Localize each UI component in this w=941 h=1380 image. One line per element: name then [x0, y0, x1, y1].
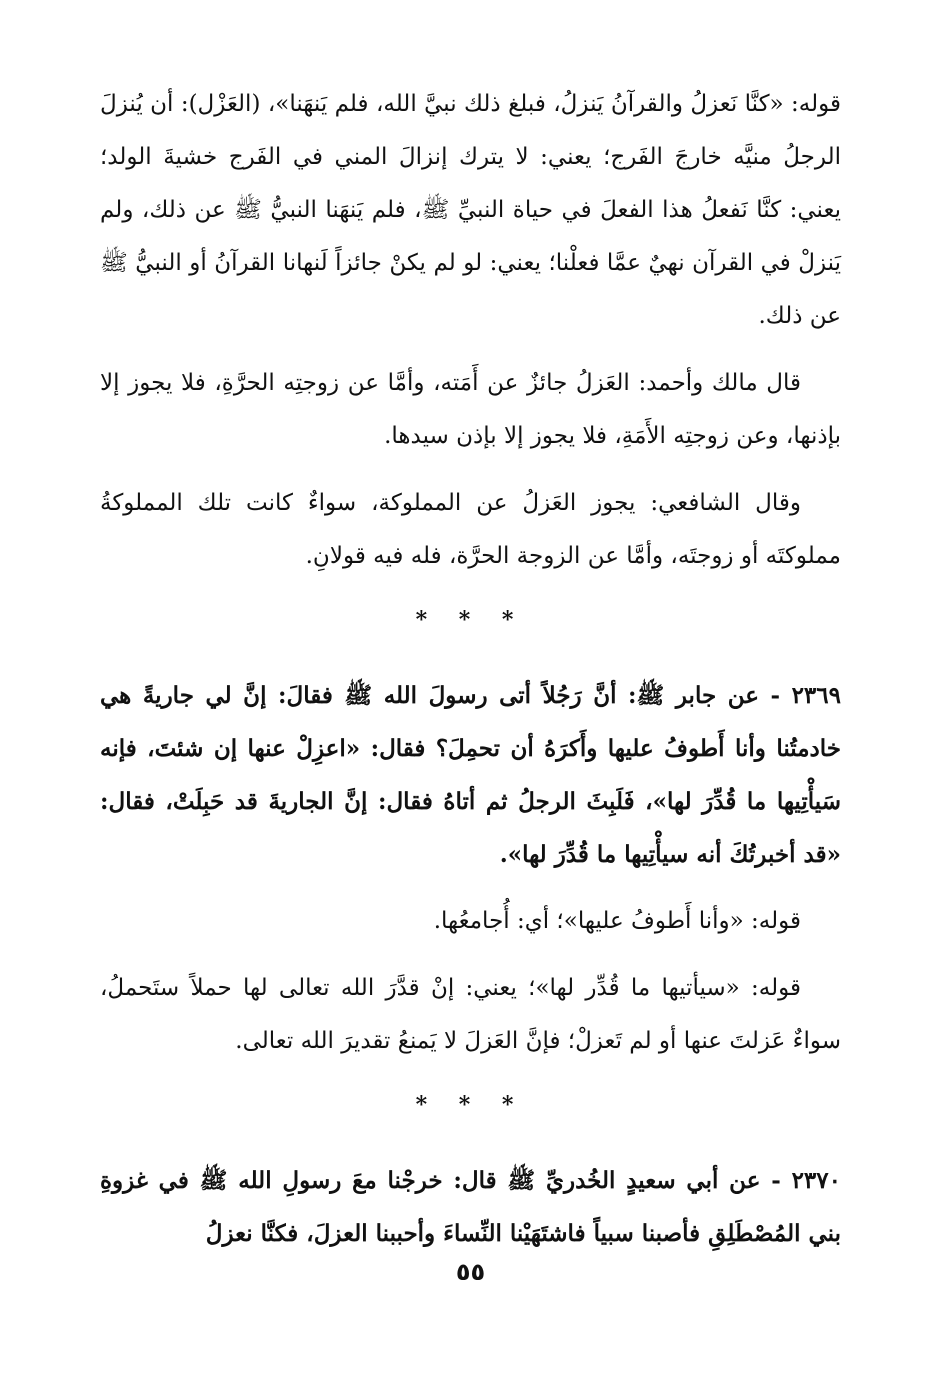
section-separator-2: * * *: [415, 1092, 526, 1118]
commentary-paragraph-4: قوله: «وأنا أَطوفُ عليها»؛ أي: أُجامعُها.: [433, 908, 801, 934]
hadith-2370: ٢٣٧٠ - عن أبي سعيدٍ الخُدريِّ ﷺ قال: خرجْنا معَ رسولِ الله ﷺ في غزوةِ بني المُصْطَلِقِ فأصبنا سبياً فاشتَهَيْنا النِّساءَ وأحببنا العزلَ، فكنَّا نعزلُ: [100, 1167, 841, 1247]
section-separator-1: * * *: [415, 607, 526, 633]
hadith-2369: ٢٣٦٩ - عن جابر ﷺ: أنَّ رَجُلاً أتى رسولَ الله ﷺ فقالَ: إنَّ لي جاريةً هي خادمتُنا وأنا أَطوفُ عليها وأَكرَهُ أن تحمِلَ؟ فقال: «اعزِلْ عنها إن شئتَ، فإنه سَيأْتِيها ما قُدِّرَ لها»، فَلَبِثَ الرجلُ ثم أتاهُ فقال: إنَّ الجاريةَ قد حَبِلَتْ، فقال: «قد أخبرتُكَ أنه سيأْتِيها ما قُدِّرَ لها».: [100, 682, 841, 868]
commentary-paragraph-3: وقال الشافعي: يجوز العَزلُ عن المملوكة، سواءٌ كانت تلك المملوكةُ مملوكتَه أو زوجتَه، وأمَّا عن الزوجة الحرَّة، فله فيه قولانِ.: [100, 490, 841, 569]
commentary-paragraph-5: قوله: «سيأتيها ما قُدِّر لها»؛ يعني: إنْ قدَّرَ الله تعالى لها حملاً ستَحملُ، سواءٌ عَزلتَ عنها أو لم تَعزلْ؛ فإنَّ العَزلَ لا يَمنعُ تقديرَ الله تعالى.: [100, 975, 841, 1054]
commentary-paragraph-1: قوله: «كنَّا نَعزلُ والقرآنُ يَنزلُ، فبلغ ذلك نبيَّ الله، فلم يَنهَنا»، (العَزْل): أن يُنزلَ الرجلُ منيَّه خارجَ الفَرج؛ يعني: لا يترك إنزالَ المني في الفَرج خشيةَ الولد؛ يعني: كنَّا نَفعلُ هذا الفعلَ في حياة النبيِّ ﷺ، فلم يَنهَنا النبيُّ ﷺ عن ذلك، ولم يَنزلْ في القرآن نهيٌ عمَّا فعلْنا؛ يعني: لو لم يكنْ جائزاً لَنهانا القرآنُ أو النبيُّ ﷺ عن ذلك.: [100, 91, 841, 329]
commentary-paragraph-2: قال مالك وأحمد: العَزلُ جائزٌ عن أَمَته، وأمَّا عن زوجتِه الحرَّةِ، فلا يجوز إلا بإذنها، وعن زوجتِه الأَمَةِ، فلا يجوز إلا بإذن سيدها.: [100, 370, 841, 449]
page-content: [100, 78, 841, 1274]
page-number: ٥٥: [455, 1258, 486, 1286]
